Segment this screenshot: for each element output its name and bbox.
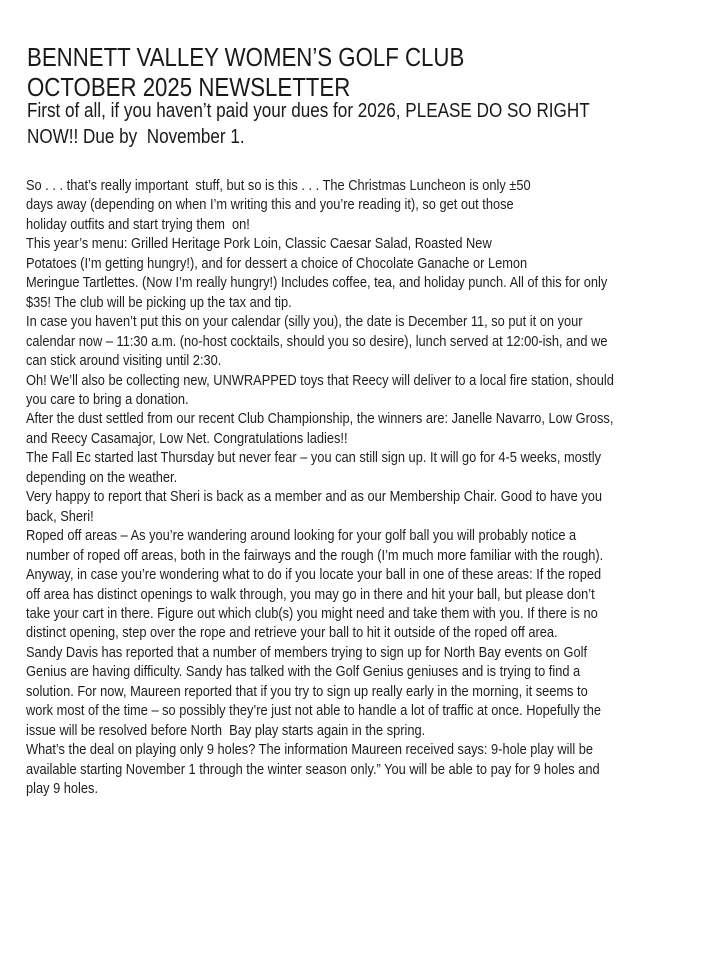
text-line: BENNETT VALLEY WOMEN’S GOLF CLUB xyxy=(27,42,465,72)
text-line: issue will be resolved before North Bay play starts again in the spring. xyxy=(26,721,426,739)
text-line: play 9 holes. xyxy=(26,780,99,798)
text-line: Meringue Tartlettes. (Now I’m really hungry!) Includes coffee, tea, and holiday punch. All of this for only xyxy=(26,274,608,292)
dues-notice xyxy=(27,99,685,150)
text-line: First of all, if you haven’t paid your dues for 2026, PLEASE DO SO RIGHT xyxy=(27,100,590,122)
text-line: OCTOBER 2025 NEWSLETTER xyxy=(27,72,351,102)
text-line: work most of the time – so possibly they’re just not able to handle a lot of traffic at once. Hopefully the xyxy=(26,702,602,720)
text-line: What’s the deal on playing only 9 holes? The information Maureen received says: 9-hole play will be xyxy=(26,741,594,759)
text-line: So . . . that’s really important stuff, but so is this . . . The Christmas Luncheon is only ±50 xyxy=(26,177,531,194)
text-line: $35! The club will be picking up the tax and tip. xyxy=(26,293,292,311)
text-line: This year’s menu: Grilled Heritage Pork Loin, Classic Caesar Salad, Roasted New xyxy=(26,235,492,253)
text-line: can stick around visiting until 2:30. xyxy=(26,352,222,370)
text-line: distinct opening, step over the rope and retrieve your ball to hit it outside of the roped off area. xyxy=(26,624,558,642)
text-line: Anyway, in case you’re wondering what to do if you locate your ball in one of these areas: If the roped xyxy=(26,566,602,584)
text-line: Very happy to report that Sheri is back as a member and as our Membership Chair. Good to have you xyxy=(26,488,603,506)
text-line: Potatoes (I’m getting hungry!), and for dessert a choice of Chocolate Ganache or Lemon xyxy=(26,254,528,272)
newsletter-body xyxy=(26,176,714,799)
text-line: depending on the weather. xyxy=(26,468,178,486)
text-line: holiday outfits and start trying them on! xyxy=(26,215,250,233)
text-line: and Reecy Casamajor, Low Net. Congratulations ladies!! xyxy=(26,429,348,447)
text-line: available starting November 1 through the winter season only.” You will be able to pay for 9 holes and xyxy=(26,760,600,778)
text-line: calendar now – 11:30 a.m. (no-host cocktails, should you so desire), lunch served at 12:00-ish, and we xyxy=(26,332,608,350)
text-line: you care to bring a donation. xyxy=(26,390,189,408)
text-line: take your cart in there. Figure out which club(s) you might need and take them with you. If there is no xyxy=(26,604,598,622)
text-line: The Fall Ec started last Thursday but never fear – you can still sign up. It will go for 4-5 weeks, mostly xyxy=(26,449,602,467)
text-line: solution. For now, Maureen reported that if you try to sign up really early in the morning, it seems to xyxy=(26,682,588,700)
text-line: Oh! We’ll also be collecting new, UNWRAPPED toys that Reecy will deliver to a local fire station, should xyxy=(26,371,614,389)
text-line: off area has distinct openings to walk through, you may go in there and hit your ball, but please don’t xyxy=(26,585,595,603)
text-line: days away (depending on when I’m writing this and you’re reading it), so get out those xyxy=(26,196,514,214)
text-line: NOW!! Due by November 1. xyxy=(27,125,245,148)
newsletter-title xyxy=(27,42,538,102)
text-line: Genius are having difficulty. Sandy has talked with the Golf Genius geniuses and is trying to find a xyxy=(26,663,581,681)
text-line: Sandy Davis has reported that a number of members trying to sign up for North Bay events on Golf xyxy=(26,643,588,661)
text-line: number of roped off areas, both in the fairways and the rough (I’m much more familiar with the rough). xyxy=(26,546,604,564)
text-line: In case you haven’t put this on your calendar (silly you), the date is December 11, so put it on your xyxy=(26,313,583,331)
text-line: Roped off areas – As you’re wandering around looking for your golf ball you will probably notice a xyxy=(26,527,577,545)
text-line: back, Sheri! xyxy=(26,507,94,525)
text-line: After the dust settled from our recent Club Championship, the winners are: Janelle Navarro, Low Gross, xyxy=(26,410,614,428)
